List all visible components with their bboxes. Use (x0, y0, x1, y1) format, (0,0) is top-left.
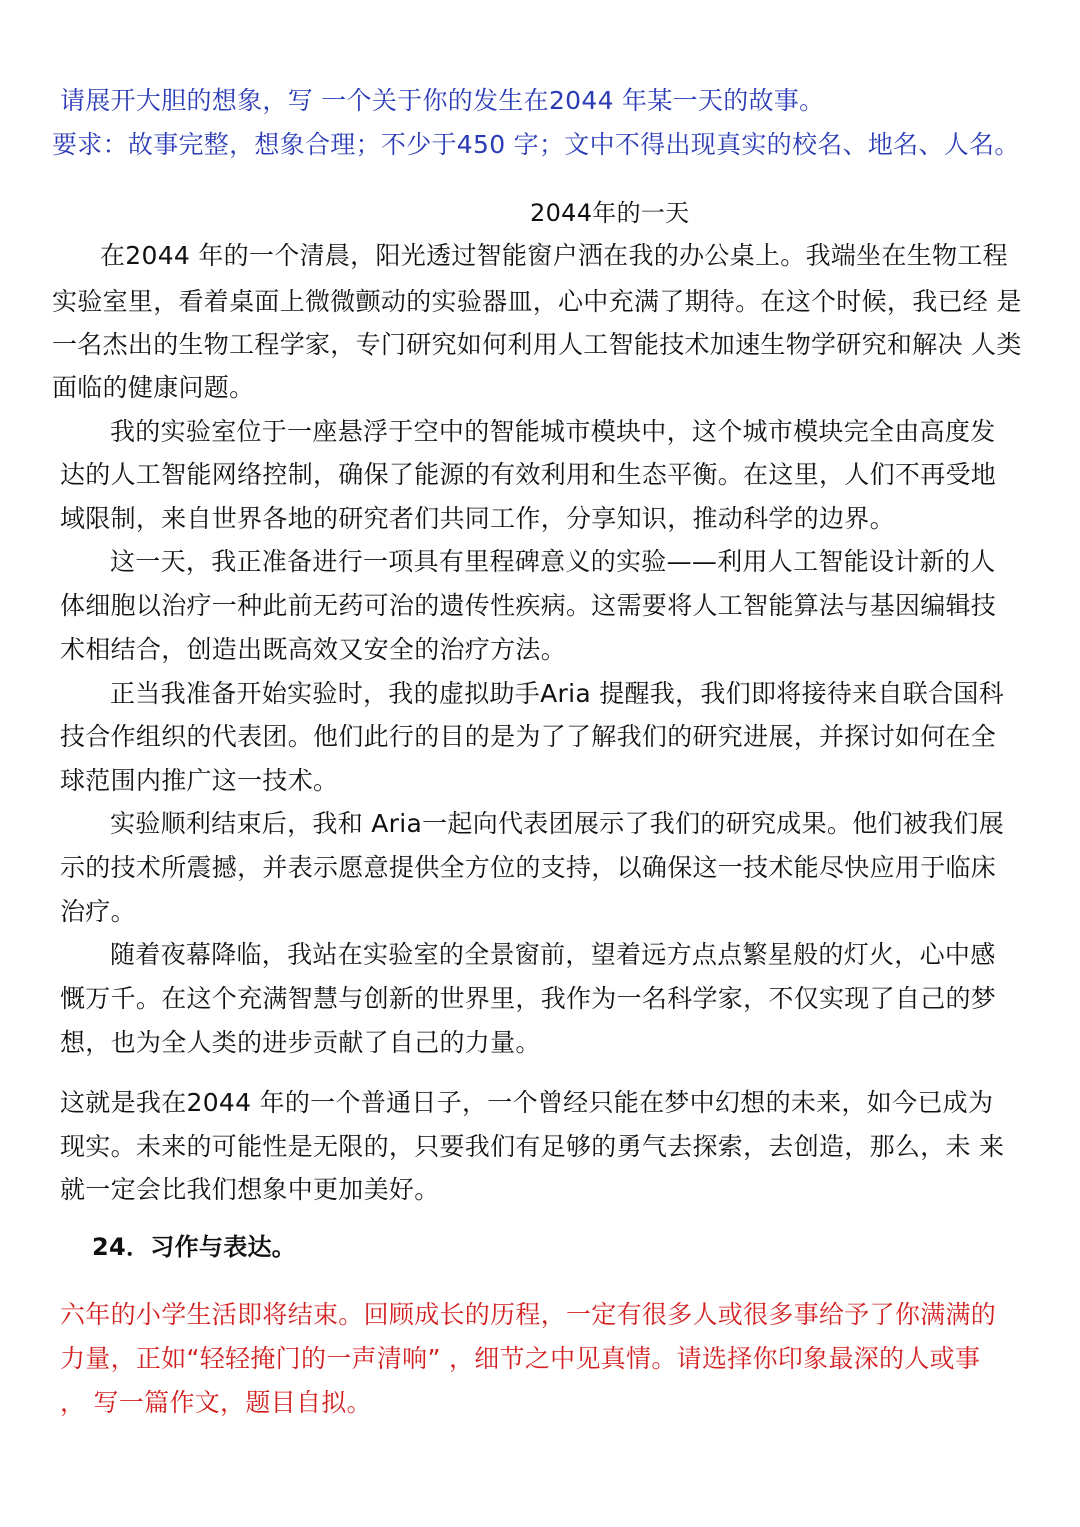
essay-line: 一名杰出的生物工程学家，专门研究如何利用人工智能技术加速生物学研究和解决 人类 (52, 330, 1022, 359)
essay-line: 随着夜幕降临，我站在实验室的全景窗前，望着远方点点繁星般的灯火，心中感 (110, 940, 996, 969)
essay-line: 慨万千。在这个充满智慧与创新的世界里，我作为一名科学家，不仅实现了自己的梦 (60, 984, 997, 1013)
essay-line: 示的技术所震撼，并表示愿意提供全方位的支持，以确保这一技术能尽快应用于临床 (60, 853, 997, 882)
essay-line: 这一天，我正准备进行一项具有里程碑意义的实验——利用人工智能设计新的人 (110, 547, 996, 576)
question-24-line: ， 写一篇作文，题目自拟。 (60, 1388, 372, 1417)
essay-line: 体细胞以治疗一种此前无药可治的遗传性疾病。这需要将人工智能算法与基因编辑技 (60, 591, 997, 620)
essay-line: 现实。未来的可能性是无限的，只要我们有足够的勇气去探索，去创造，那么，未 来 (60, 1132, 1005, 1161)
question-24-line: 力量，正如“轻轻掩门的一声清响” ，细节之中见真情。请选择你印象最深的人或事 (60, 1344, 981, 1373)
essay-line: 球范围内推广这一技术。 (60, 766, 339, 795)
essay-line: 想，也为全人类的进步贡献了自己的力量。 (60, 1028, 541, 1057)
question-24-heading: 24．习作与表达。 (92, 1233, 297, 1261)
question-24-line: 六年的小学生活即将结束。回顾成长的历程，一定有很多人或很多事给予了你满满的 (60, 1300, 997, 1329)
prompt-requirement: 要求：故事完整，想象合理；不少于450 字；文中不得出现真实的校名、地名、人名。 (52, 130, 1020, 159)
essay-line: 实验顺利结束后，我和 Aria一起向代表团展示了我们的研究成果。他们被我们展 (110, 809, 1004, 838)
essay-line: 在2044 年的一个清晨，阳光透过智能窗户洒在我的办公桌上。我端坐在生物工程 (100, 241, 1008, 270)
prompt-instruction: 请展开大胆的想象，写 一个关于你的发生在2044 年某一天的故事。 (60, 86, 825, 115)
essay-line: 正当我准备开始实验时，我的虚拟助手Aria 提醒我，我们即将接待来自联合国科 (110, 679, 1004, 708)
essay-line: 术相结合，创造出既高效又安全的治疗方法。 (60, 635, 567, 664)
essay-line: 就一定会比我们想象中更加美好。 (60, 1175, 440, 1204)
essay-line: 我的实验室位于一座悬浮于空中的智能城市模块中，这个城市模块完全由高度发 (110, 417, 996, 446)
essay-line: 面临的健康问题。 (52, 373, 255, 402)
essay-line: 这就是我在2044 年的一个普通日子，一个曾经只能在梦中幻想的未来，如今已成为 (60, 1088, 994, 1117)
essay-title: 2044年的一天 (530, 199, 690, 227)
essay-line: 实验室里，看着桌面上微微颤动的实验器皿，心中充满了期待。在这个时候，我已经 是 (52, 287, 1022, 316)
essay-line: 治疗。 (60, 897, 136, 926)
essay-line: 域限制，来自世界各地的研究者们共同工作，分享知识，推动科学的边界。 (60, 504, 895, 533)
essay-line: 技合作组织的代表团。他们此行的目的是为了了解我们的研究进展，并探讨如何在全 (60, 722, 997, 751)
essay-line: 达的人工智能网络控制，确保了能源的有效利用和生态平衡。在这里，人们不再受地 (60, 460, 997, 489)
